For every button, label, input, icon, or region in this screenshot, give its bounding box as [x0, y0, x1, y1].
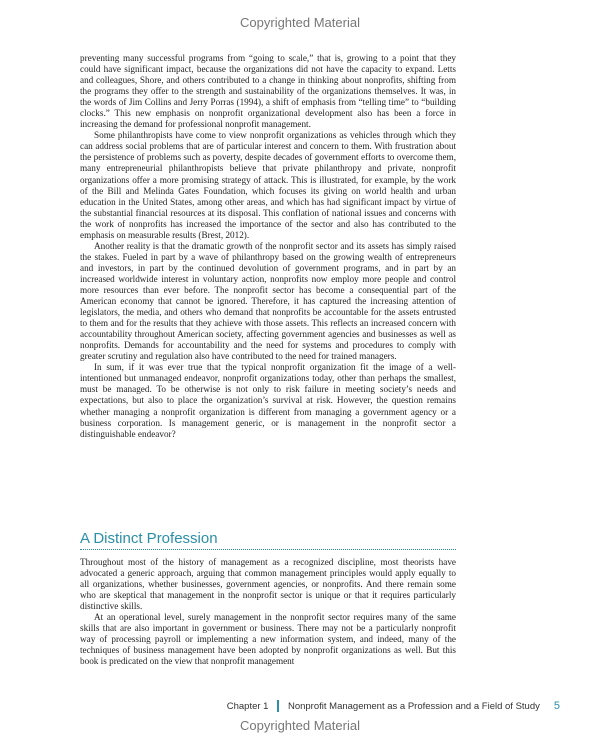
- watermark-bottom: Copyrighted Material: [240, 718, 360, 733]
- section-paragraph-1: Throughout most of the history of management as a recognized discipline, most theorists have advocated a generic approach, arguing that common management principles would apply equally to all organizations, whether businesses, government agencies, or nonprofits. And there remain some who are skeptical that management in the nonprofit sector is unique or that it requires particularly distinctive skills.: [80, 557, 456, 612]
- body-text: [80, 53, 456, 440]
- heading-divider: [80, 549, 456, 550]
- section-heading: A Distinct Profession: [80, 530, 218, 547]
- page-number: 5: [553, 700, 560, 712]
- watermark-top: Copyrighted Material: [240, 15, 360, 30]
- section-body-text: [80, 557, 456, 667]
- section-paragraph-2: At an operational level, surely management in the nonprofit sector requires many of the same skills that are also important in government or business. There may not be a particularly nonprofit way of processing payroll or implementing a new information system, and indeed, many of the techniques of business management have been adopted by nonprofit organizations as well. But this book is predicated on the view that nonprofit management: [80, 612, 456, 667]
- paragraph-4: In sum, if it was ever true that the typical nonprofit organization fit the image of a well-intentioned but unmanaged endeavor, nonprofit organizations today, other than perhaps the smallest, must be managed. To be otherwise is not only to risk failure in meeting society’s needs and expectations, but also to place the organization’s survival at risk. However, the question remains whether managing a nonprofit organization is different from managing a government agency or a business corporation. Is management generic, or is management in the nonprofit sector a distinguishable endeavor?: [80, 362, 456, 439]
- footer-chapter: Chapter 1: [226, 700, 269, 712]
- paragraph-2: Some philanthropists have come to view nonprofit organizations as vehicles through which they can address social problems that are of particular interest and concern to them. With frustration about the persistence of problems such as poverty, despite decades of government efforts to overcome them, many entrepreneurial philanthropists believe that private philanthropy and private, nonprofit organizations offer a more promising strategy of attack. This is illustrated, for example, by the work of the Bill and Melinda Gates Foundation, which focuses its giving on world health and urban education in the United States, among other areas, and which has had significant impact by virtue of the substantial financial resources at its disposal. This conflation of national issues and concerns with the work of nonprofits has increased the importance of the sector and also has contributed to the emphasis on measurable results (Brest, 2012).: [80, 130, 456, 240]
- footer-chapter-title: Nonprofit Management as a Profession and a Field of Study: [287, 700, 540, 712]
- paragraph-1: preventing many successful programs from “going to scale,” that is, growing to a point that they could have significant impact, because the organizations did not have the capacity to expand. Letts and colleagues, Shore, and others contributed to a change in thinking about nonprofits, shifting from the programs they offer to the strength and sustainability of the organizations themselves. It was, in the words of Jim Collins and Jerry Porras (1994), a shift of emphasis from “telling time” to “building clocks.” This new emphasis on nonprofit organizational development also has been a force in increasing the demand for professional nonprofit management.: [80, 53, 456, 130]
- footer-separator: [277, 700, 279, 712]
- paragraph-3: Another reality is that the dramatic growth of the nonprofit sector and its assets has simply raised the stakes. Fueled in part by a wave of philanthropy based on the growing wealth of entrepreneurs and investors, in part by the continued devolution of government programs, and in part by an increased worldwide interest in voluntary action, nonprofits now employ more people and control more resources than ever before. The nonprofit sector has become a consequential part of the American economy that cannot be ignored. Therefore, it has captured the increasing attention of legislators, the media, and others who demand that nonprofits be accountable for the assets entrusted to them and for the results that they achieve with those assets. This reflects an increased concern with accountability throughout American society, affecting government agencies and businesses as well as nonprofits. Demands for accountability and the need for systems and procedures to comply with greater scrutiny and regulation also have contributed to the need for trained managers.: [80, 240, 456, 362]
- page-footer: [0, 700, 560, 712]
